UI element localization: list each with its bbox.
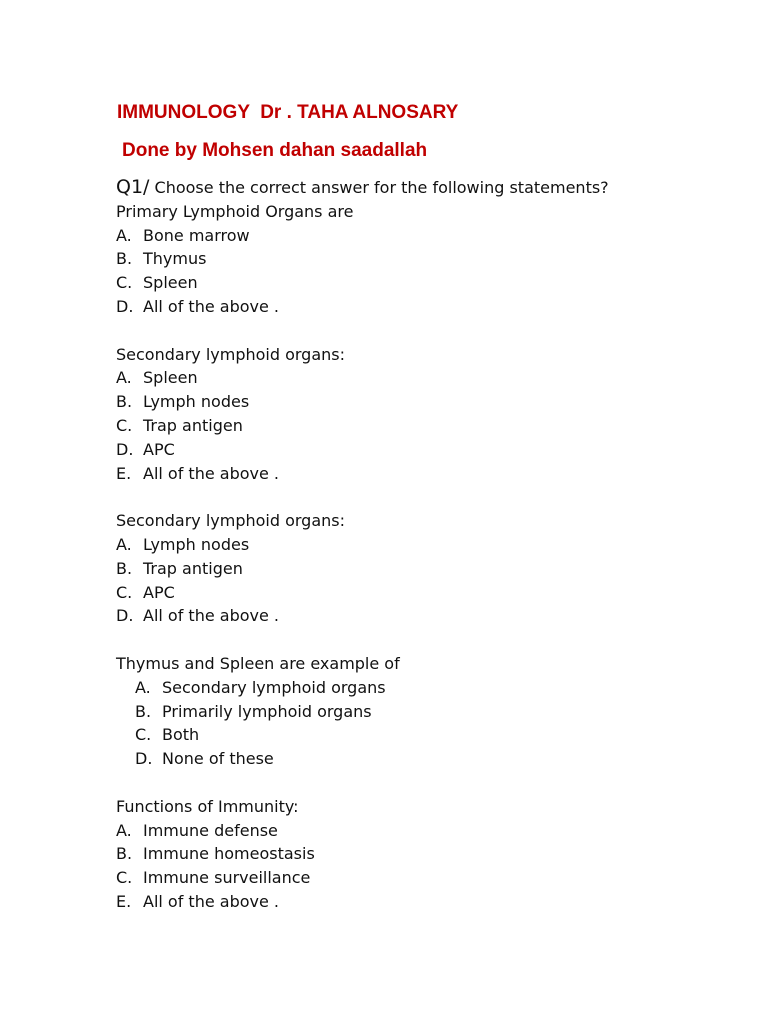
option-letter: C. <box>116 273 133 293</box>
option-text: All of the above . <box>143 296 280 316</box>
option-text: Immune surveillance <box>143 868 311 888</box>
option-letter: D. <box>135 749 153 769</box>
question-stem: Functions of Immunity: <box>116 796 299 816</box>
option-text: APC <box>143 439 175 459</box>
option-letter: B. <box>116 392 133 412</box>
option-letter: B. <box>116 249 133 269</box>
option-text: Immune homeostasis <box>143 844 315 864</box>
option-text: All of the above . <box>143 463 280 483</box>
option-letter: B. <box>116 558 133 578</box>
option-letter: A. <box>116 225 132 245</box>
answer-option <box>116 581 736 605</box>
answer-option <box>116 866 736 890</box>
option-letter: D. <box>116 439 134 459</box>
option-text: Secondary lymphoid organs <box>162 677 386 697</box>
answer-option <box>116 247 736 271</box>
answer-option <box>116 604 736 628</box>
option-letter: C. <box>116 415 133 435</box>
question-block-4 <box>116 652 736 771</box>
option-letter: B. <box>116 844 133 864</box>
option-text: Both <box>162 725 200 745</box>
option-letter: E. <box>116 463 132 483</box>
option-text: Lymph nodes <box>143 392 250 412</box>
option-letter: C. <box>135 725 152 745</box>
question-content <box>116 176 736 914</box>
answer-option <box>116 676 736 700</box>
q1-heading <box>116 176 736 200</box>
option-text: Trap antigen <box>143 415 243 435</box>
option-letter: A. <box>135 677 151 697</box>
document-title: IMMUNOLOGY Dr . TAHA ALNOSARY <box>117 102 459 123</box>
option-letter: A. <box>116 534 132 554</box>
answer-option <box>116 842 736 866</box>
option-text: Immune defense <box>143 820 278 840</box>
question-stem: Secondary lymphoid organs: <box>116 511 346 531</box>
option-text: APC <box>143 582 175 602</box>
blank-line <box>116 771 736 795</box>
author-line: Done by Mohsen dahan saadallah <box>122 140 428 161</box>
option-text: All of the above . <box>143 891 280 911</box>
option-text: None of these <box>162 749 274 769</box>
answer-option <box>116 747 736 771</box>
answer-option <box>116 295 736 319</box>
option-letter: A. <box>116 820 132 840</box>
option-letter: D. <box>116 296 134 316</box>
answer-option <box>116 438 736 462</box>
option-letter: B. <box>135 701 152 721</box>
question-block-3 <box>116 509 736 628</box>
question-block-2 <box>116 343 736 486</box>
q1-instruction: Choose the correct answer for the following statements? <box>149 178 609 197</box>
answer-option <box>116 557 736 581</box>
answer-option <box>116 723 736 747</box>
answer-option <box>116 271 736 295</box>
answer-option <box>116 224 736 248</box>
option-text: Lymph nodes <box>143 534 250 554</box>
option-letter: C. <box>116 582 133 602</box>
option-text: Thymus <box>143 249 207 269</box>
option-letter: E. <box>116 891 132 911</box>
blank-line <box>116 628 736 652</box>
question-block-1 <box>116 200 736 319</box>
option-text: Bone marrow <box>143 225 250 245</box>
option-text: All of the above . <box>143 606 280 626</box>
option-text: Primarily lymphoid organs <box>162 701 372 721</box>
option-letter: D. <box>116 606 134 626</box>
question-block-5 <box>116 795 736 914</box>
answer-option <box>116 366 736 390</box>
question-stem: Secondary lymphoid organs: <box>116 344 346 364</box>
answer-option <box>116 533 736 557</box>
answer-option <box>116 390 736 414</box>
option-text: Spleen <box>143 273 198 293</box>
option-letter: C. <box>116 868 133 888</box>
q1-number: Q1/ <box>116 176 150 198</box>
answer-option <box>116 890 736 914</box>
option-text: Spleen <box>143 368 198 388</box>
option-letter: A. <box>116 368 132 388</box>
answer-option <box>116 414 736 438</box>
answer-option <box>116 700 736 724</box>
question-stem: Thymus and Spleen are example of <box>116 653 400 673</box>
question-stem: Primary Lymphoid Organs are <box>116 201 354 221</box>
answer-option <box>116 462 736 486</box>
option-text: Trap antigen <box>143 558 243 578</box>
blank-line <box>116 485 736 509</box>
blank-line <box>116 319 736 343</box>
answer-option <box>116 819 736 843</box>
